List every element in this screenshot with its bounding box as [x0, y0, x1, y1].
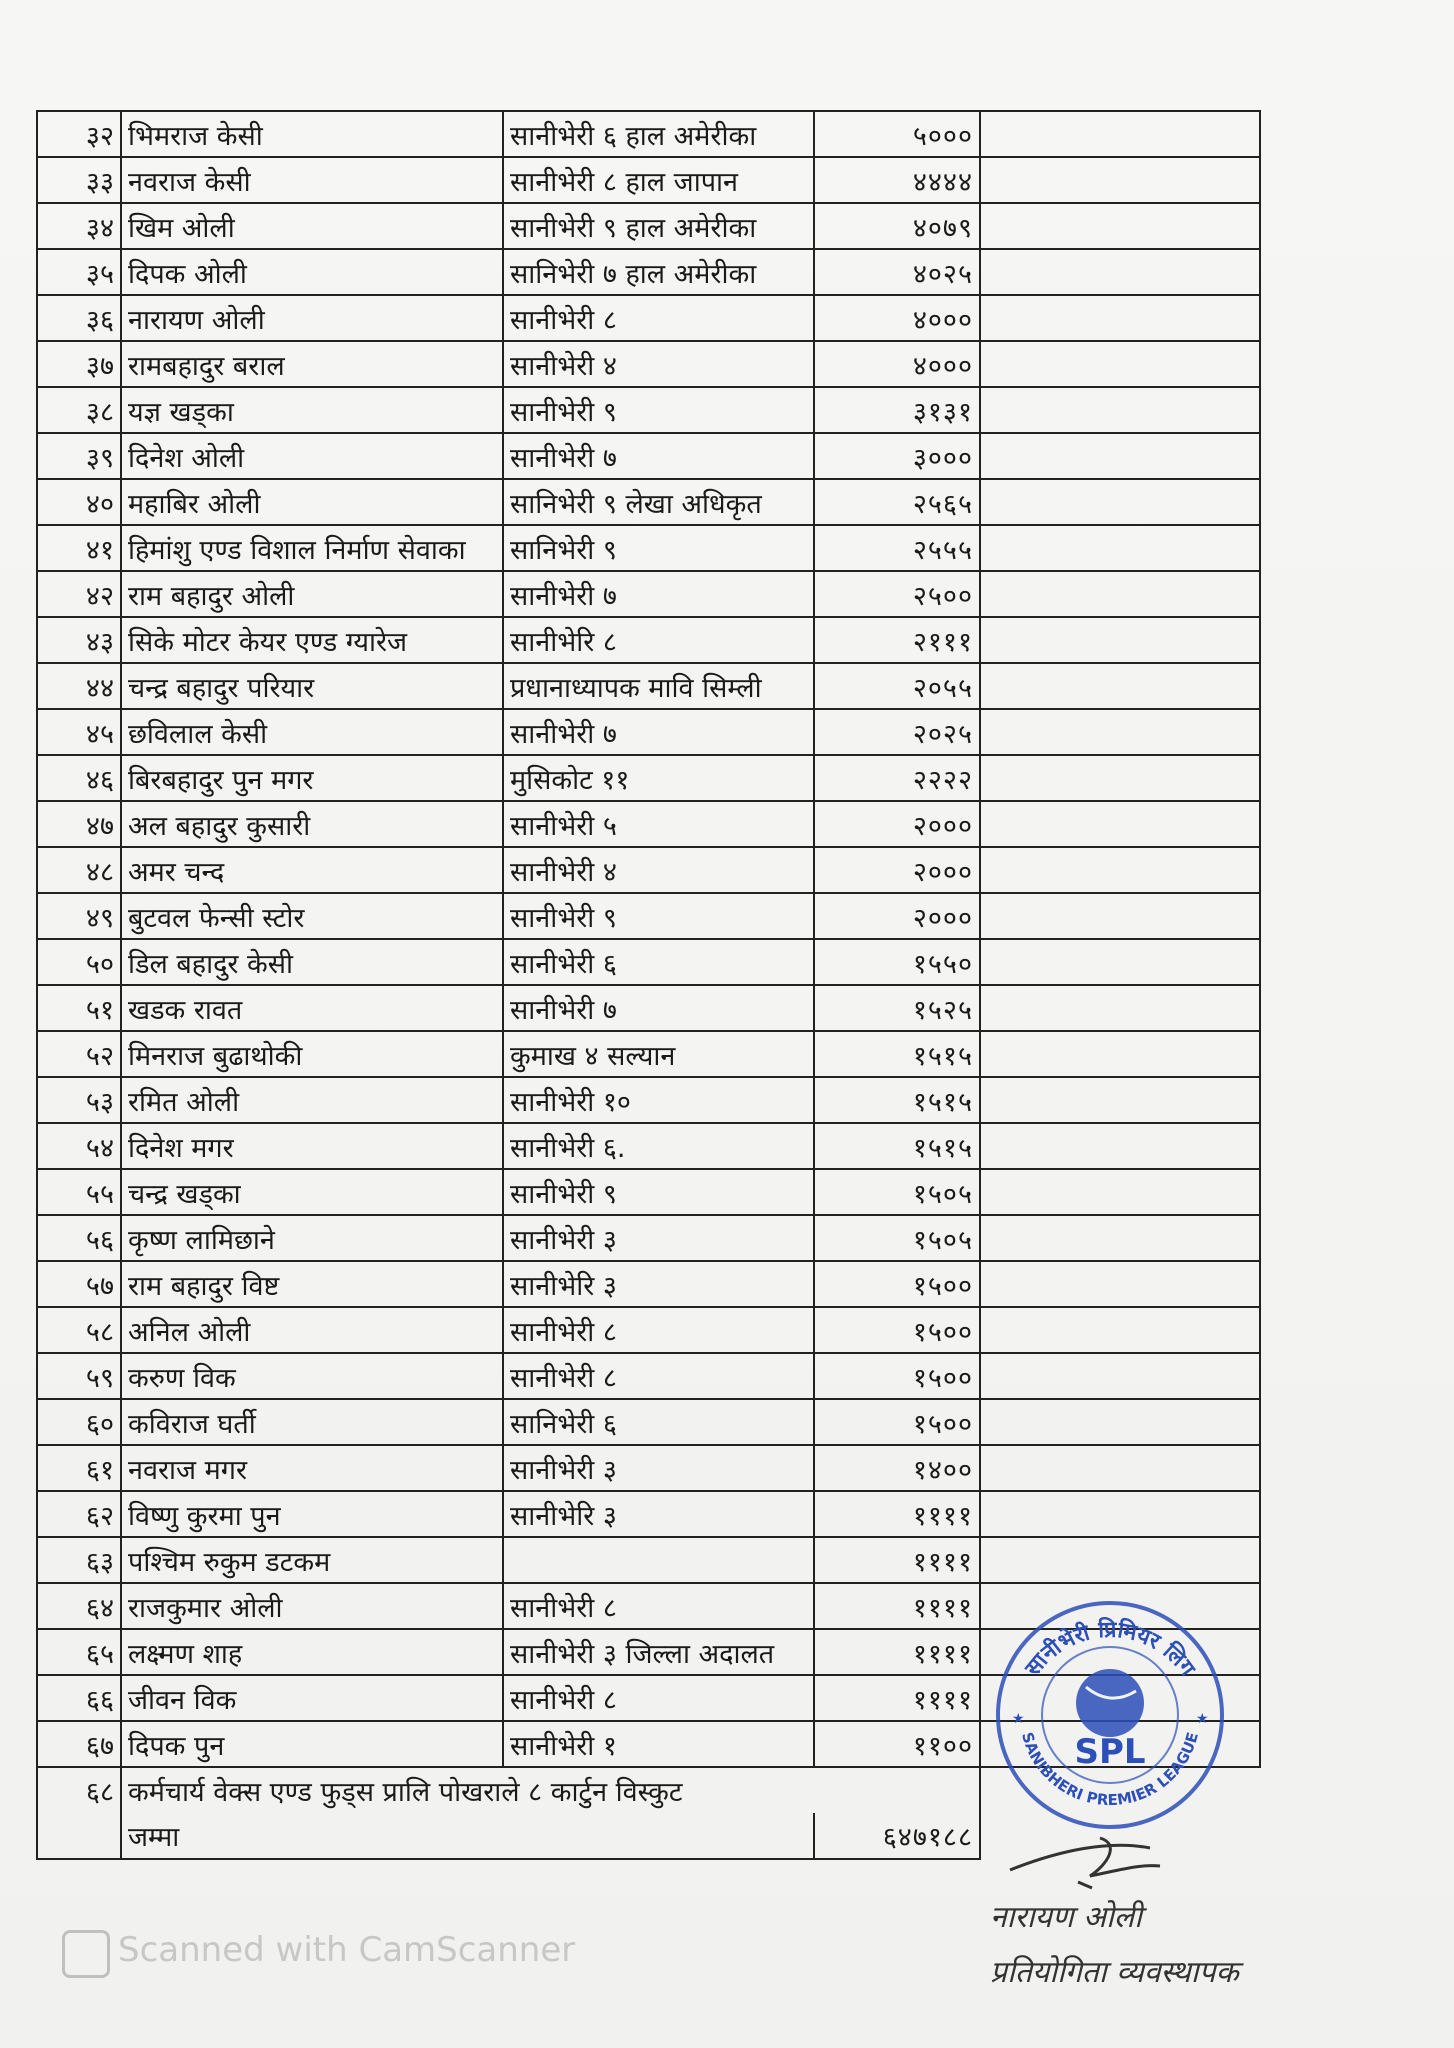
remarks-cell: [980, 1445, 1260, 1491]
serial-number-cell: ६५: [37, 1629, 121, 1675]
donor-name-cell: बुटवल फेन्सी स्टोर: [121, 893, 503, 939]
amount-cell: ४४४४: [814, 157, 980, 203]
remarks-cell: [980, 663, 1260, 709]
address-cell: सानीभेरी ८: [503, 295, 814, 341]
amount-cell: ११११: [814, 1583, 980, 1629]
remarks-cell: [980, 1215, 1260, 1261]
remarks-cell: [980, 525, 1260, 571]
serial-number-cell: ४८: [37, 847, 121, 893]
table-row: [37, 801, 1260, 847]
address-cell: सानिभेरी ९: [503, 525, 814, 571]
spl-stamp: [990, 1595, 1230, 1835]
amount-cell: २५००: [814, 571, 980, 617]
donor-name-cell: राम बहादुर ओली: [121, 571, 503, 617]
amount-cell: १५१५: [814, 1123, 980, 1169]
table-row: [37, 1307, 1260, 1353]
amount-cell: ४०००: [814, 341, 980, 387]
address-cell: सानीभेरी ९: [503, 893, 814, 939]
donor-name-cell: बिरबहादुर पुन मगर: [121, 755, 503, 801]
address-cell: सानीभेरी ८: [503, 1353, 814, 1399]
donor-name-cell: रामबहादुर बराल: [121, 341, 503, 387]
donor-name-cell: महाबिर ओली: [121, 479, 503, 525]
table-row: [37, 1491, 1260, 1537]
donor-name-cell: नारायण ओली: [121, 295, 503, 341]
table-row: [37, 1031, 1260, 1077]
amount-cell: १५०५: [814, 1169, 980, 1215]
address-cell: सानीभेरी ६: [503, 939, 814, 985]
serial-number-cell: ३३: [37, 157, 121, 203]
amount-cell: ११११: [814, 1675, 980, 1721]
stamp-bottom-text: SANIBHERI PREMIER LEAGUE: [1018, 1730, 1202, 1810]
table-row: [37, 617, 1260, 663]
address-cell: सानीभेरी ३ जिल्ला अदालत: [503, 1629, 814, 1675]
donor-name-cell: दिपक पुन: [121, 1721, 503, 1767]
remarks-cell: [980, 1307, 1260, 1353]
amount-cell: १५००: [814, 1307, 980, 1353]
table-row: [37, 1169, 1260, 1215]
address-cell: सानीभेरी ४: [503, 847, 814, 893]
amount-cell: ४०२५: [814, 249, 980, 295]
table-row: [37, 571, 1260, 617]
donor-name-cell: विष्णु कुरमा पुन: [121, 1491, 503, 1537]
amount-cell: १५५०: [814, 939, 980, 985]
address-cell: सानीभेरी ७: [503, 985, 814, 1031]
signatory-role: प्रतियोगिता व्यवस्थापक: [990, 1955, 1239, 1990]
donor-name-cell: नवराज मगर: [121, 1445, 503, 1491]
serial-number-cell: ६७: [37, 1721, 121, 1767]
address-cell: सानीभेरि ८: [503, 617, 814, 663]
table-row: [37, 709, 1260, 755]
serial-number-cell: ४७: [37, 801, 121, 847]
amount-cell: २०००: [814, 847, 980, 893]
donor-name-cell: खिम ओली: [121, 203, 503, 249]
donor-name-cell: जीवन विक: [121, 1675, 503, 1721]
serial-number-cell: ३७: [37, 341, 121, 387]
donor-name-cell: खडक रावत: [121, 985, 503, 1031]
donor-name-cell: अल बहादुर कुसारी: [121, 801, 503, 847]
donor-name-cell: यज्ञ खड्का: [121, 387, 503, 433]
address-cell: सानीभेरी ६.: [503, 1123, 814, 1169]
serial-number-cell: ४३: [37, 617, 121, 663]
address-cell: सानीभेरि ३: [503, 1261, 814, 1307]
table-row: [37, 203, 1260, 249]
scanner-watermark: Scanned with CamScanner: [118, 1930, 576, 1970]
amount-cell: २५५५: [814, 525, 980, 571]
remarks-cell: [980, 1123, 1260, 1169]
remarks-cell: [980, 893, 1260, 939]
amount-cell: १५००: [814, 1261, 980, 1307]
remarks-cell: [980, 617, 1260, 663]
serial-number-cell: ३९: [37, 433, 121, 479]
address-cell: सानीभेरी ९: [503, 387, 814, 433]
amount-cell: १४००: [814, 1445, 980, 1491]
serial-number-cell: ६८: [37, 1767, 121, 1813]
amount-cell: १५००: [814, 1353, 980, 1399]
donor-name-cell: राजकुमार ओली: [121, 1583, 503, 1629]
donor-name-cell: मिनराज बुढाथोकी: [121, 1031, 503, 1077]
address-cell: कुमाख ४ सल्यान: [503, 1031, 814, 1077]
table-row: [37, 1123, 1260, 1169]
amount-cell: ११११: [814, 1629, 980, 1675]
donor-name-cell: दिपक ओली: [121, 249, 503, 295]
remarks-cell: [980, 709, 1260, 755]
serial-number-cell: ३४: [37, 203, 121, 249]
amount-cell: २०२५: [814, 709, 980, 755]
remarks-cell: [980, 571, 1260, 617]
amount-cell: ११००: [814, 1721, 980, 1767]
donor-name-cell: छविलाल केसी: [121, 709, 503, 755]
serial-number-cell: ५२: [37, 1031, 121, 1077]
table-row: [37, 1353, 1260, 1399]
serial-number-cell: ४९: [37, 893, 121, 939]
table-row: [37, 847, 1260, 893]
serial-number-cell: ४६: [37, 755, 121, 801]
remarks-cell: [980, 1399, 1260, 1445]
donor-name-cell: करुण विक: [121, 1353, 503, 1399]
serial-number-cell: ५३: [37, 1077, 121, 1123]
address-cell: सानिभेरी ९ लेखा अधिकृत: [503, 479, 814, 525]
serial-number-cell: ४४: [37, 663, 121, 709]
remarks-cell: [980, 801, 1260, 847]
amount-cell: ३०००: [814, 433, 980, 479]
total-label: जम्मा: [121, 1813, 814, 1859]
signatory-name: नारायण ओली: [990, 1900, 1142, 1935]
address-cell: मुसिकोट ११: [503, 755, 814, 801]
address-cell: सानीभेरी ९ हाल अमेरीका: [503, 203, 814, 249]
serial-number-cell: ६१: [37, 1445, 121, 1491]
address-cell: सानिभेरी ६: [503, 1399, 814, 1445]
donor-name-cell: नवराज केसी: [121, 157, 503, 203]
serial-number-cell: ५०: [37, 939, 121, 985]
table-row: [37, 387, 1260, 433]
donor-name-cell: कविराज घर्ती: [121, 1399, 503, 1445]
amount-cell: १५००: [814, 1399, 980, 1445]
remarks-cell: [980, 755, 1260, 801]
table-row: [37, 1399, 1260, 1445]
table-row: [37, 1077, 1260, 1123]
serial-number-cell: ५८: [37, 1307, 121, 1353]
table-row: [37, 755, 1260, 801]
amount-cell: ४०७९: [814, 203, 980, 249]
table-row: [37, 1445, 1260, 1491]
donor-name-cell: राम बहादुर विष्ट: [121, 1261, 503, 1307]
donor-name-cell: लक्ष्मण शाह: [121, 1629, 503, 1675]
donor-name-cell: रमित ओली: [121, 1077, 503, 1123]
remarks-cell: [980, 939, 1260, 985]
svg-text:★: ★: [1012, 1711, 1025, 1727]
address-cell: सानीभेरी ७: [503, 709, 814, 755]
donor-name-cell: कर्मचार्य वेक्स एण्ड फुड्स प्रालि पोखराले ८ कार्टुन विस्कुट: [121, 1767, 980, 1813]
remarks-cell: [980, 387, 1260, 433]
address-cell: सानीभेरी ३: [503, 1215, 814, 1261]
amount-cell: १५१५: [814, 1031, 980, 1077]
amount-cell: १५०५: [814, 1215, 980, 1261]
stamp-top-text: सानीभेरी प्रिमियर लिग: [1020, 1617, 1200, 1681]
address-cell: सानीभेरी ३: [503, 1445, 814, 1491]
address-cell: सानीभेरी ७: [503, 433, 814, 479]
remarks-cell: [980, 1261, 1260, 1307]
serial-number-cell: ३६: [37, 295, 121, 341]
remarks-cell: [980, 847, 1260, 893]
remarks-cell: [980, 1169, 1260, 1215]
table-row: [37, 1215, 1260, 1261]
address-cell: प्रधानाध्यापक मावि सिम्ली: [503, 663, 814, 709]
donor-name-cell: डिल बहादुर केसी: [121, 939, 503, 985]
address-cell: सानिभेरी ७ हाल अमेरीका: [503, 249, 814, 295]
serial-number-cell: ४५: [37, 709, 121, 755]
amount-cell: २५६५: [814, 479, 980, 525]
table-row: [37, 525, 1260, 571]
donor-name-cell: दिनेश ओली: [121, 433, 503, 479]
remarks-cell: [980, 295, 1260, 341]
table-row: [37, 249, 1260, 295]
remarks-cell: [980, 433, 1260, 479]
address-cell: [503, 1537, 814, 1583]
address-cell: सानीभेरी ७: [503, 571, 814, 617]
amount-cell: ४०००: [814, 295, 980, 341]
donor-name-cell: चन्द्र खड्का: [121, 1169, 503, 1215]
amount-cell: २२२२: [814, 755, 980, 801]
serial-number-cell: ५६: [37, 1215, 121, 1261]
address-cell: सानीभेरी ८ हाल जापान: [503, 157, 814, 203]
table-row: [37, 1261, 1260, 1307]
address-cell: सानीभेरी ६ हाल अमेरीका: [503, 111, 814, 157]
table-row: [37, 111, 1260, 157]
address-cell: सानीभेरी ५: [503, 801, 814, 847]
serial-number-cell: ५४: [37, 1123, 121, 1169]
remarks-cell: [980, 1491, 1260, 1537]
amount-cell: २१११: [814, 617, 980, 663]
remarks-cell: [980, 157, 1260, 203]
address-cell: सानीभेरी ८: [503, 1307, 814, 1353]
address-cell: सानीभेरी ९: [503, 1169, 814, 1215]
amount-cell: १५१५: [814, 1077, 980, 1123]
serial-number-cell: ६३: [37, 1537, 121, 1583]
remarks-cell: [980, 985, 1260, 1031]
serial-number-cell: ६४: [37, 1583, 121, 1629]
amount-cell: ११११: [814, 1491, 980, 1537]
remarks-cell: [980, 1537, 1260, 1583]
table-row: [37, 1537, 1260, 1583]
table-row: [37, 939, 1260, 985]
donor-name-cell: अनिल ओली: [121, 1307, 503, 1353]
serial-number-cell: ३८: [37, 387, 121, 433]
remarks-cell: [980, 1077, 1260, 1123]
remarks-cell: [980, 111, 1260, 157]
cricket-ball-icon: [1076, 1669, 1144, 1737]
remarks-cell: [980, 341, 1260, 387]
remarks-cell: [980, 1353, 1260, 1399]
remarks-cell: [980, 203, 1260, 249]
stamp-logo-text: SPL: [1074, 1732, 1146, 1772]
table-row: [37, 663, 1260, 709]
serial-number-cell: ५७: [37, 1261, 121, 1307]
donor-name-cell: कृष्ण लामिछाने: [121, 1215, 503, 1261]
svg-text:★: ★: [1196, 1711, 1209, 1727]
remarks-cell: [980, 249, 1260, 295]
donor-name-cell: चन्द्र बहादुर परियार: [121, 663, 503, 709]
serial-number-cell: ६०: [37, 1399, 121, 1445]
donor-name-cell: भिमराज केसी: [121, 111, 503, 157]
amount-cell: ५०००: [814, 111, 980, 157]
serial-number-cell: ५१: [37, 985, 121, 1031]
table-row: [37, 157, 1260, 203]
table-row: [37, 433, 1260, 479]
address-cell: सानीभेरि ३: [503, 1491, 814, 1537]
remarks-cell: [980, 1031, 1260, 1077]
address-cell: सानीभेरी ८: [503, 1583, 814, 1629]
address-cell: सानीभेरी ४: [503, 341, 814, 387]
amount-cell: २०००: [814, 801, 980, 847]
amount-cell: ११११: [814, 1537, 980, 1583]
remarks-cell: [980, 479, 1260, 525]
donor-name-cell: पश्चिम रुकुम डटकम: [121, 1537, 503, 1583]
donor-name-cell: दिनेश मगर: [121, 1123, 503, 1169]
table-row: [37, 341, 1260, 387]
donor-name-cell: हिमांशु एण्ड विशाल निर्माण सेवाका: [121, 525, 503, 571]
table-row: [37, 985, 1260, 1031]
address-cell: सानीभेरी १०: [503, 1077, 814, 1123]
camscanner-logo-icon: [62, 1930, 110, 1978]
donor-name-cell: सिके मोटर केयर एण्ड ग्यारेज: [121, 617, 503, 663]
serial-number-cell: ४२: [37, 571, 121, 617]
serial-number-cell: ३५: [37, 249, 121, 295]
serial-number-cell: ५५: [37, 1169, 121, 1215]
serial-number-cell: ६६: [37, 1675, 121, 1721]
address-cell: सानीभेरी १: [503, 1721, 814, 1767]
table-row: [37, 295, 1260, 341]
serial-number-cell: ३२: [37, 111, 121, 157]
donor-name-cell: अमर चन्द: [121, 847, 503, 893]
total-amount: ६४७१८८: [814, 1813, 980, 1859]
amount-cell: २०००: [814, 893, 980, 939]
table-row: [37, 893, 1260, 939]
address-cell: सानीभेरी ८: [503, 1675, 814, 1721]
amount-cell: ३१३१: [814, 387, 980, 433]
serial-number-cell: ५९: [37, 1353, 121, 1399]
serial-number-cell: ४०: [37, 479, 121, 525]
amount-cell: १५२५: [814, 985, 980, 1031]
serial-number-cell: ६२: [37, 1491, 121, 1537]
serial-number-cell: ४१: [37, 525, 121, 571]
table-row: [37, 479, 1260, 525]
amount-cell: २०५५: [814, 663, 980, 709]
